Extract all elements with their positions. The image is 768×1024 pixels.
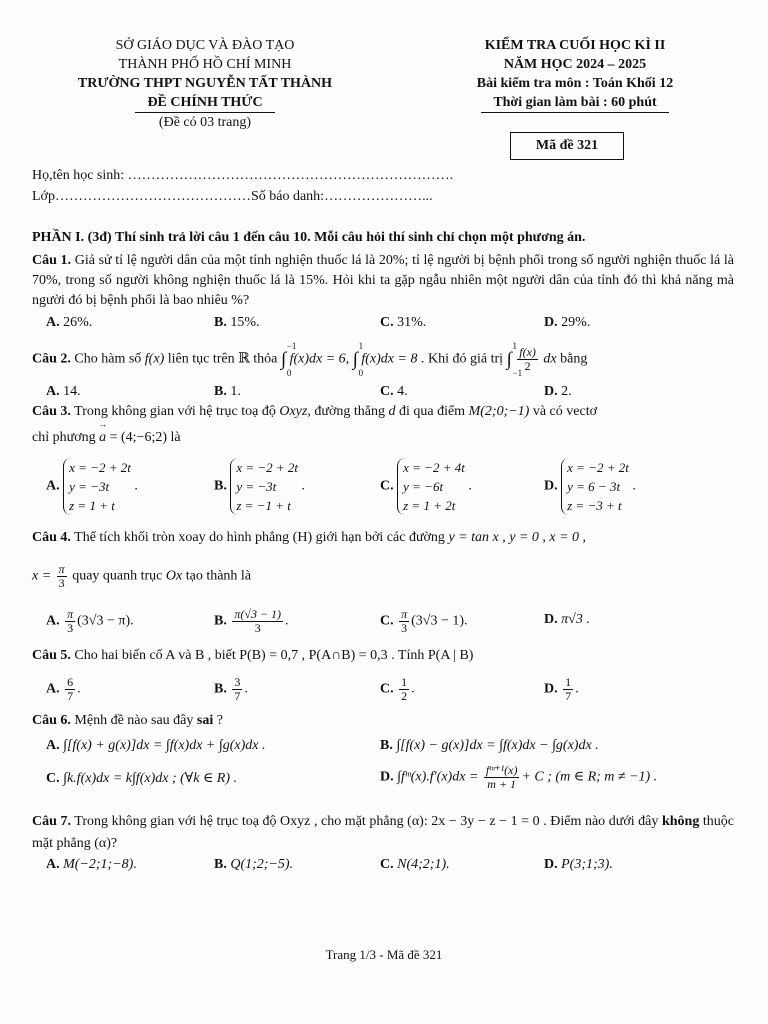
question-2: Câu 2. Cho hàm số f(x) liên tục trên ℝ thỏa ∫ −1 0 f(x)dx = 6, ∫ 1 0 f(x)dx = 8 . Khi đó giá trị ∫ 1 −1 $\frac{f(x)}{2}$ dx bằng	[32, 340, 588, 378]
header-right	[420, 36, 730, 113]
question-5: Câu 5. Cho hai biến cố A và B , biết P(B) = 0,7 , P(A∩B) = 0,3 . Tính P(A | B)	[32, 648, 474, 663]
city-name: THÀNH PHỐ HỒ CHÍ MINH	[118, 57, 292, 72]
student-name-line: Họ,tên học sinh: …………………………………………………………….	[32, 168, 454, 183]
q5-option-c[interactable]: C. $\frac{1}{2}$ .	[380, 675, 415, 703]
question-label: Câu 1.	[32, 253, 72, 268]
question-4-cont: x = $\frac{\pi}{3}$ quay quanh trục Ox tạo thành là	[32, 562, 252, 590]
integral-sign: ∫ 1 −1	[506, 340, 523, 378]
school-name: TRƯỜNG THPT NGUYỄN TẤT THÀNH	[77, 76, 333, 91]
q6-option-b[interactable]: B. ∫[f(x) − g(x)]dx = ∫f(x)dx − ∫g(x)dx .	[380, 738, 599, 753]
q7-option-b[interactable]: B. Q(1;2;−5).	[214, 857, 294, 872]
question-1	[32, 251, 734, 311]
q3-option-b[interactable]: B. x = −2 + 2t y = −3t z = −1 + t .	[214, 460, 306, 513]
question-3: Câu 3. Trong không gian với hệ trục toạ độ Oxyz, đường thẳng d đi qua điểm M(2;0;−1) và có vectơ	[32, 404, 597, 419]
question-7: Câu 7. Trong không gian với hệ trục toạ độ Oxyz , cho mặt phẳng (α): 2x − 3y − z − 1 = 0 . Điểm nào dưới đây không thuộc mặt phẳng (α)?	[32, 814, 735, 851]
q7-option-a[interactable]: A. M(−2;1;−8).	[46, 857, 137, 872]
q5-option-a[interactable]: A. $\frac{6}{7}$ .	[46, 675, 81, 703]
question-6: Câu 6. Mệnh đề nào sau đây sai ?	[32, 713, 223, 728]
exam-code-box: Mã đề 321	[510, 132, 624, 160]
q7-option-d[interactable]: D. P(3;1;3).	[544, 857, 613, 872]
q1-option-b[interactable]: B. 15%.	[214, 315, 260, 330]
q1-option-c[interactable]: C. 31%.	[380, 315, 427, 330]
q1-option-a[interactable]: A. 26%.	[46, 315, 93, 330]
school-year: NĂM HỌC 2024 – 2025	[503, 57, 647, 72]
q3-option-c[interactable]: C. x = −2 + 4t y = −6t z = 1 + 2t .	[380, 460, 472, 513]
class-label: Lớp……………………………………	[32, 189, 251, 204]
q6-option-d[interactable]: D. ∫fᵐ(x).f′(x)dx = $\frac{\text{fᵐ⁺¹(x)}}{m + 1}$ + C ; (m ∈ R; m ≠ −1) .	[380, 763, 658, 791]
q2-option-a[interactable]: A. 14.	[46, 384, 81, 399]
q2-option-d[interactable]: D. 2.	[544, 384, 572, 399]
integral-sign: ∫ −1 0	[280, 340, 297, 378]
q4-option-b[interactable]: B. $\frac{\pi(√3 - 1)}{3}$ .	[214, 607, 289, 635]
q2-option-c[interactable]: C. 4.	[380, 384, 408, 399]
exam-title: KIỂM TRA CUỐI HỌC KÌ II	[484, 38, 666, 53]
q4-option-d[interactable]: D. π√3 .	[544, 612, 590, 627]
question-4: Câu 4. Thể tích khối tròn xoay do hình phẳng (H) giới hạn bởi các đường y = tan x , y = 0 , x = 0 ,	[32, 530, 587, 545]
q3-option-a[interactable]: A. x = −2 + 2t y = −3t z = 1 + t .	[46, 460, 138, 513]
q6-option-c[interactable]: C. ∫k.f(x)dx = k∫f(x)dx ; (∀k ∈ R) .	[46, 771, 238, 786]
department-name: SỞ GIÁO DỤC VÀ ĐÀO TẠO	[115, 38, 295, 53]
id-label: Số báo danh:…………………...	[250, 189, 433, 204]
page-count-note: (Đề có 03 trang)	[158, 115, 252, 130]
q7-option-c[interactable]: C. N(4;2;1).	[380, 857, 450, 872]
subject: Bài kiểm tra môn : Toán Khối 12	[476, 76, 674, 91]
question-3-cont: chỉ phương → a = (4;−6;2) là	[32, 430, 181, 446]
question-text: Giả sử tỉ lệ người dân của một tỉnh nghiện thuốc lá là 20%; tỉ lệ người bị bệnh phổi trong số người nghiện thuốc lá là 70%, trong số người không nghiện thuốc lá là 15%. Hỏi khi ta gặp ngẫu nhiên một người dân của tỉnh đó thì khả năng mà người đó bị bệnh phổi là bao nhiêu %?	[32, 253, 734, 308]
q4-option-c[interactable]: C. $\frac{\pi}{3}$ (3√3 − 1).	[380, 607, 468, 635]
student-class-line	[32, 189, 433, 205]
q3-option-d[interactable]: D. x = −2 + 2t y = 6 − 3t z = −3 + t .	[544, 460, 636, 513]
part1-heading: PHẦN I. (3đ) Thí sinh trả lời câu 1 đến câu 10. Mỗi câu hỏi thí sinh chỉ chọn một phương án.	[32, 230, 586, 245]
q2-option-b[interactable]: B. 1.	[214, 384, 241, 399]
integral-sign: ∫ 1 0	[352, 340, 364, 378]
q5-option-b[interactable]: B. $\frac{3}{7}$ .	[214, 675, 248, 703]
q6-option-a[interactable]: A. ∫[f(x) + g(x)]dx = ∫f(x)dx + ∫g(x)dx .	[46, 738, 266, 753]
page-footer: Trang 1/3 - Mã đề 321	[325, 947, 443, 962]
q4-option-a[interactable]: A. $\frac{\pi}{3}$ (3√3 − π).	[46, 607, 134, 635]
q1-option-d[interactable]: D. 29%.	[544, 315, 591, 330]
q5-option-d[interactable]: D. $\frac{1}{7}$ .	[544, 675, 579, 703]
official-label: ĐỀ CHÍNH THỨC	[135, 93, 274, 113]
header-left	[40, 36, 370, 132]
duration: Thời gian làm bài : 60 phút	[481, 93, 668, 113]
